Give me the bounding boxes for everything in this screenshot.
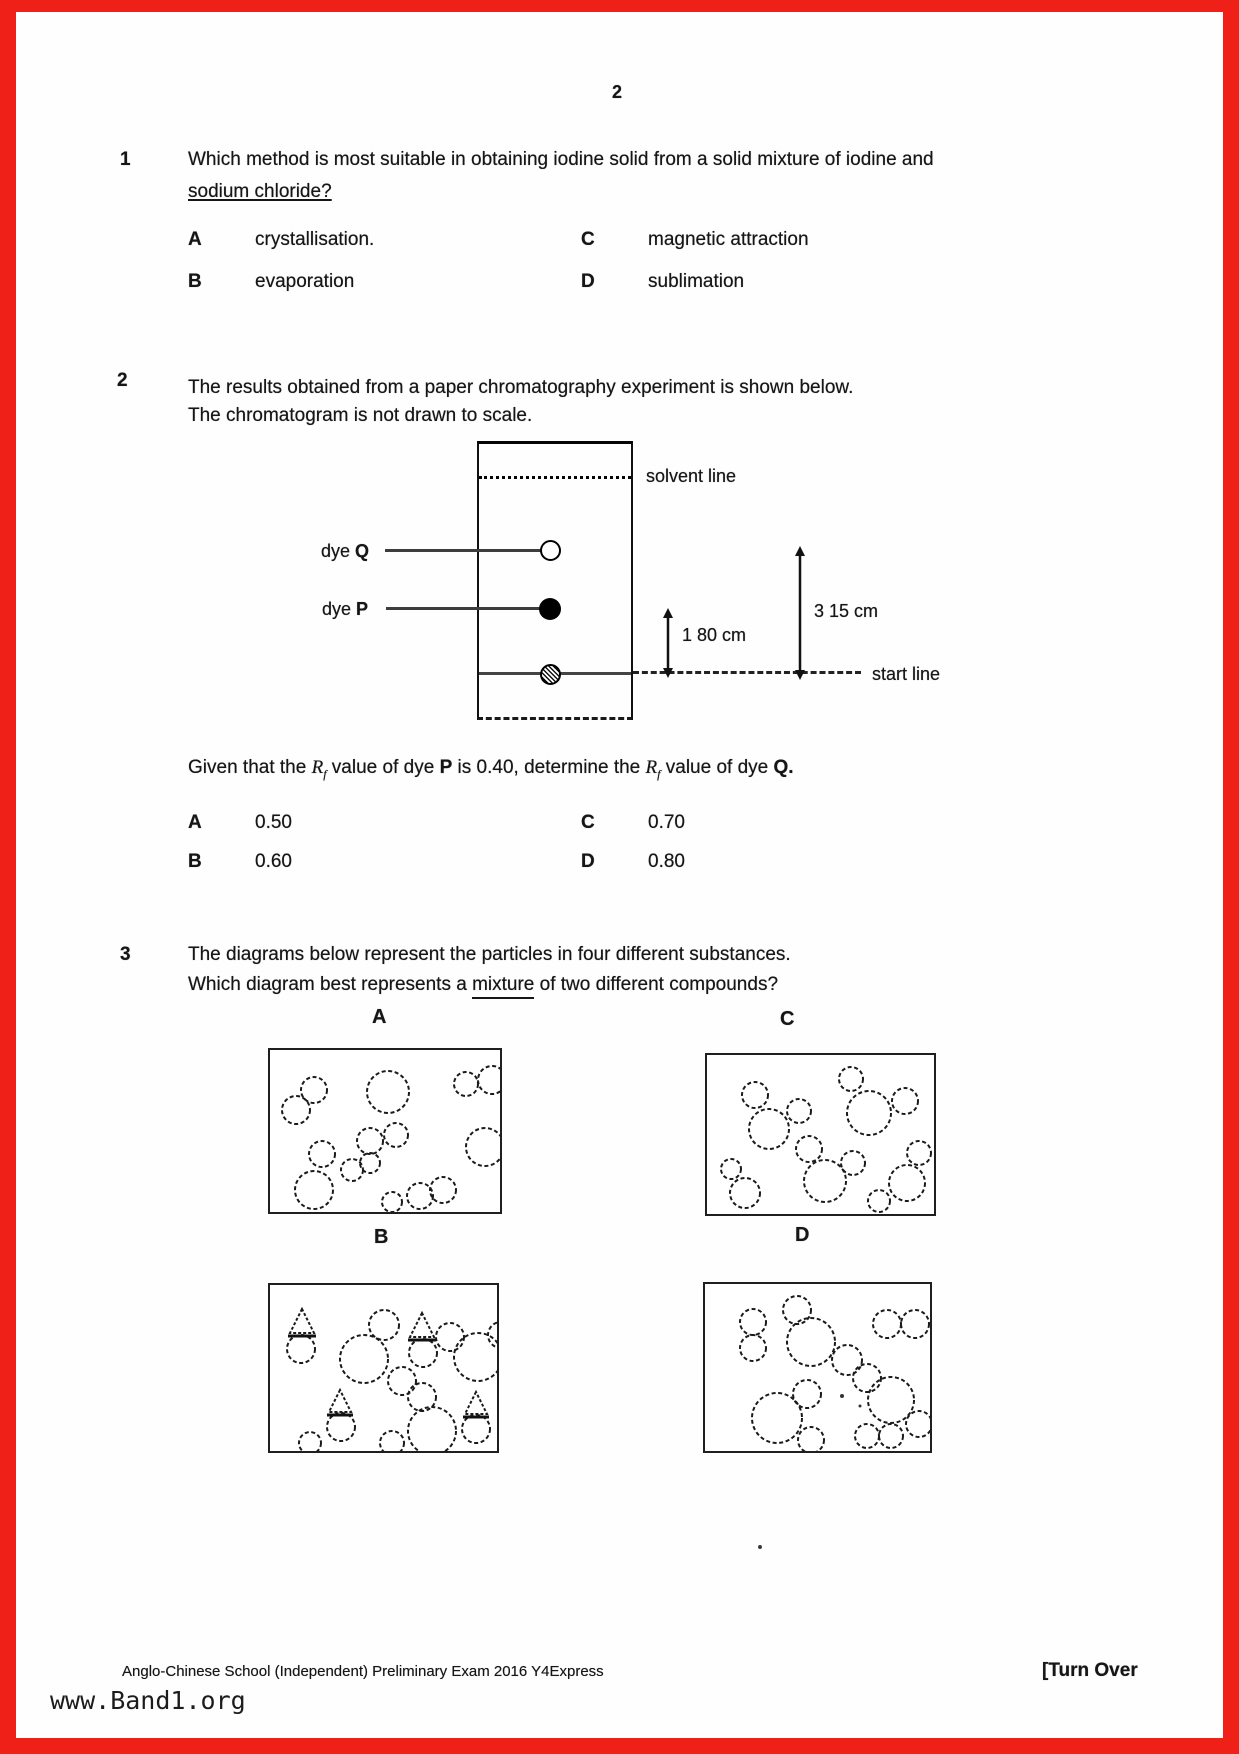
q2-option-c-letter: C (581, 812, 595, 833)
q1-option-d (581, 271, 744, 293)
q2-option-a (188, 812, 292, 834)
footer-site-watermark: www.Band1.org (50, 1686, 246, 1715)
start-line-label (872, 664, 940, 685)
dye-p-spot (539, 598, 561, 620)
arrow-measure-small (660, 608, 676, 678)
scan-frame-top (0, 0, 1239, 12)
q2-option-b-text: 0.60 (255, 851, 292, 872)
q2-option-a-text: 0.50 (255, 812, 292, 833)
q1-option-c-letter: C (581, 229, 595, 250)
rf-symbol-2: $R_f$ (645, 757, 661, 781)
q2-option-d (581, 851, 685, 873)
q1-option-b (188, 271, 354, 293)
q2-option-b-letter: B (188, 851, 202, 872)
start-line-text: start line (872, 664, 941, 684)
q2-text-line2: The chromatogram is not drawn to scale. (188, 405, 533, 426)
solvent-line-text: solvent line (646, 466, 737, 486)
footer-turn-over: [Turn Over (1042, 1660, 1138, 1681)
start-spot (540, 664, 561, 685)
q1-option-a-text: crystallisation. (255, 229, 375, 250)
q2-option-c (581, 812, 685, 834)
q1-option-c (581, 229, 809, 251)
dye-q-label-pre: dye (321, 541, 356, 561)
dye-q-label (321, 541, 369, 562)
given-p2: value of dye (326, 757, 440, 778)
given-p5: . (788, 757, 794, 778)
dye-p-label-letter: P (356, 599, 369, 619)
q1-option-b-text: evaporation (255, 271, 355, 292)
q3-number: 3 (120, 944, 131, 965)
particle-diagram-b (268, 1283, 499, 1453)
measure-large-text: 3 15 cm (814, 601, 879, 621)
q2-option-a-letter: A (188, 812, 202, 833)
q1-option-a (188, 229, 374, 251)
dye-q-label-letter: Q (355, 541, 370, 561)
solvent-line-label (646, 466, 736, 487)
particle-diagram-d (703, 1282, 932, 1453)
q2-option-d-text: 0.80 (648, 851, 685, 872)
footer-school-line: Anglo-Chinese School (Independent) Preliminary Exam 2016 Y4Express (122, 1663, 604, 1680)
measure-small-text: 1 80 cm (682, 625, 747, 645)
q1-number: 1 (120, 149, 131, 170)
q1-option-c-text: magnetic attraction (648, 229, 809, 250)
scan-frame-left (0, 0, 16, 1754)
q2-option-c-text: 0.70 (648, 812, 685, 833)
particle-diagram-a (268, 1048, 502, 1214)
q3-line2-post: of two different compounds? (534, 974, 779, 995)
arrow-measure-large (792, 546, 808, 680)
diagram-label-b: B (374, 1226, 389, 1248)
q3-text-line1: The diagrams below represent the particles in four different substances. (188, 944, 791, 965)
q1-option-b-letter: B (188, 271, 202, 292)
q1-option-d-letter: D (581, 271, 595, 292)
given-dye-p: P (439, 757, 453, 778)
scan-speck (758, 1545, 762, 1549)
diagram-label-d: D (795, 1224, 810, 1246)
q1-option-d-text: sublimation (648, 271, 745, 292)
dye-p-label-pre: dye (322, 599, 357, 619)
q2-option-b (188, 851, 292, 873)
dye-p-label (322, 599, 368, 620)
measure-large-label (814, 601, 878, 622)
q2-given-statement (188, 757, 794, 785)
q1-text-line1: Which method is most suitable in obtaining iodine solid from a solid mixture of iodine and (188, 149, 934, 170)
given-p3: is 0.40, determine the (452, 757, 646, 778)
q1-text-line2: sodium chloride? (188, 181, 332, 202)
scan-frame-right (1223, 0, 1239, 1754)
dye-p-leader-line (386, 607, 542, 610)
given-p1: Given that the (188, 757, 312, 778)
dye-q-leader-line (385, 549, 543, 552)
solvent-line (479, 476, 631, 479)
q2-option-d-letter: D (581, 851, 595, 872)
scan-frame-bottom (0, 1738, 1239, 1754)
diagram-label-a: A (372, 1006, 387, 1028)
q3-line2-underlined-word: mixture (472, 974, 534, 999)
particle-diagram-c (705, 1053, 936, 1216)
q3-line2-pre: Which diagram best represents a (188, 974, 473, 995)
page-number: 2 (612, 82, 623, 102)
q2-text-line1: The results obtained from a paper chromatography experiment is shown below. (188, 377, 854, 398)
diagram-label-c: C (780, 1008, 795, 1030)
dye-q-spot (540, 540, 561, 561)
given-dye-q: Q (773, 757, 789, 778)
measure-small-label (682, 625, 746, 646)
rf-symbol: $R_f$ (311, 757, 327, 781)
given-p4: value of dye (660, 757, 774, 778)
q1-option-a-letter: A (188, 229, 202, 250)
q3-text-line2 (188, 974, 778, 996)
q2-number: 2 (117, 370, 128, 391)
